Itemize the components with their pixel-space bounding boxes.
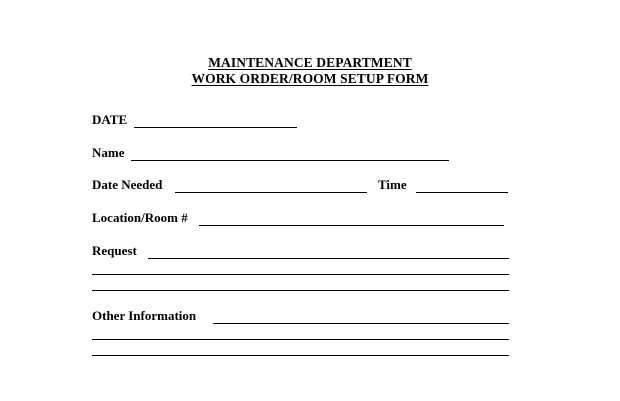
- date-needed-label: Date Needed: [92, 177, 163, 192]
- other-information-field-line-2[interactable]: [92, 339, 509, 340]
- time-label: Time: [378, 177, 407, 192]
- request-field-line-3[interactable]: [92, 290, 509, 291]
- date-needed-field-line[interactable]: [175, 192, 367, 193]
- time-field-line[interactable]: [416, 192, 508, 193]
- request-field-line-2[interactable]: [92, 274, 509, 275]
- date-field-line[interactable]: [134, 127, 297, 128]
- form-title-line1: MAINTENANCE DEPARTMENT: [208, 55, 412, 70]
- other-information-field-line-1[interactable]: [213, 323, 509, 324]
- name-label: Name: [92, 145, 125, 160]
- date-label: DATE: [92, 112, 128, 127]
- request-label: Request: [92, 243, 137, 258]
- other-information-field-line-3[interactable]: [92, 355, 509, 356]
- name-field-line[interactable]: [131, 160, 449, 161]
- request-field-line-1[interactable]: [148, 258, 509, 259]
- location-label: Location/Room #: [92, 210, 188, 225]
- other-information-label: Other Information: [92, 308, 197, 323]
- form-title-line2: WORK ORDER/ROOM SETUP FORM: [191, 71, 429, 86]
- location-field-line[interactable]: [199, 225, 504, 226]
